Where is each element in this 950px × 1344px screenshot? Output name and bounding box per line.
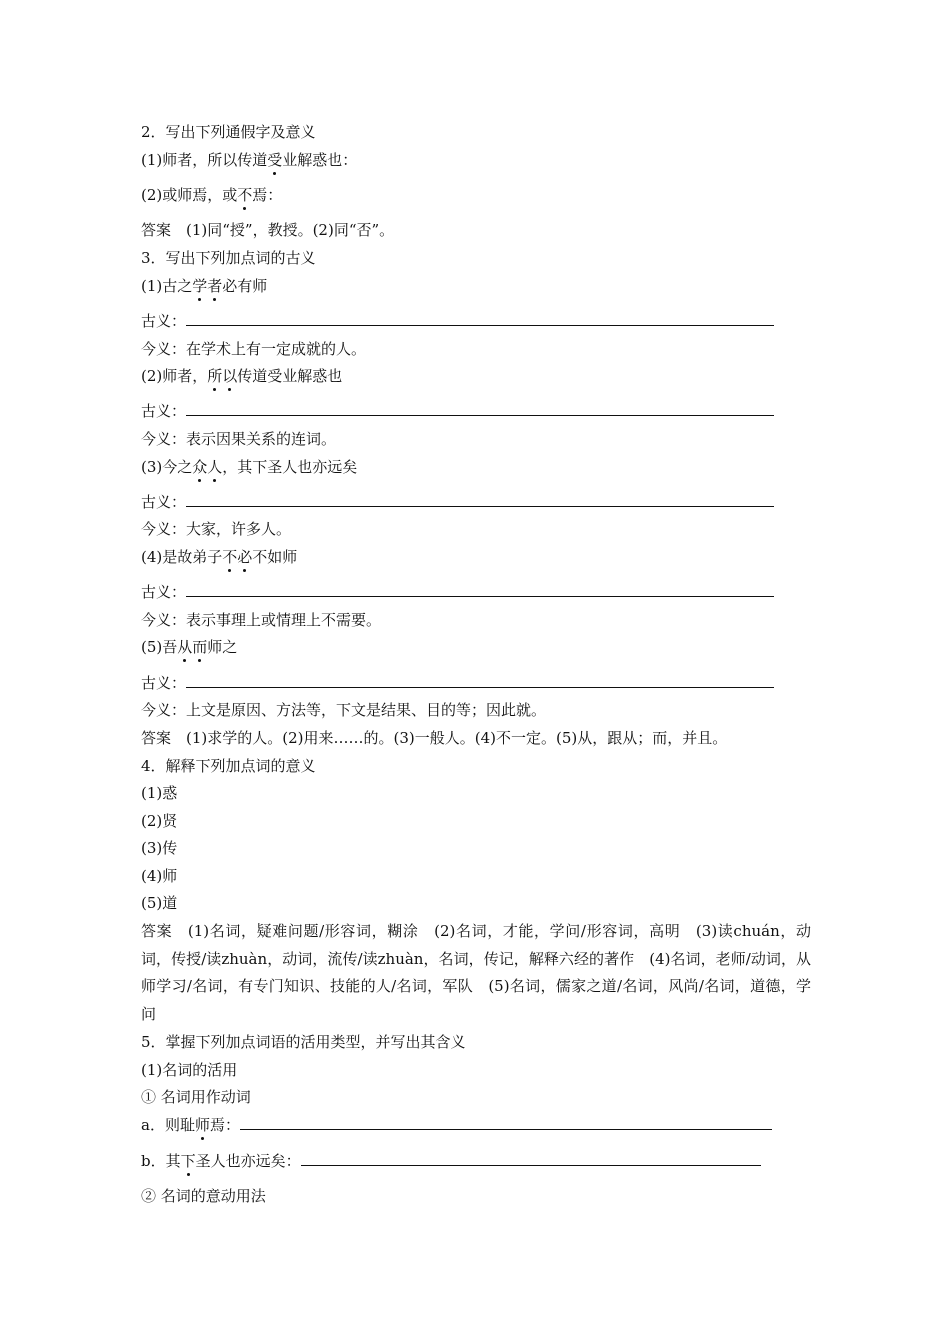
q2-answer: 答案 (1)同“授”，教授。(2)同“否”。 (141, 221, 395, 239)
q4-item-5: (5)道 (141, 894, 178, 912)
q3-gu-line-2: 古义： (141, 401, 774, 421)
answer-blank[interactable] (186, 673, 774, 688)
q5-category-2: ② 名词的意动用法 (141, 1187, 266, 1205)
q4-title: 4．解释下列加点词的意义 (141, 757, 316, 775)
q2-title: 2．写出下列通假字及意义 (141, 123, 316, 141)
q3-item-5: (5)吾从而师之 (141, 638, 238, 656)
q3-item-1: (1)古之学者必有师 (141, 277, 268, 295)
q3-jin-4: 今义：表示事理上或情理上不需要。 (141, 611, 382, 629)
q5-category-1: ① 名词用作动词 (141, 1088, 251, 1106)
q3-item-3: (3)今之众人，其下圣人也亦远矣 (141, 458, 358, 476)
answer-blank[interactable] (186, 492, 774, 507)
answer-blank[interactable] (186, 401, 774, 416)
dotted-char: 不 (237, 186, 253, 204)
q3-title: 3．写出下列加点词的古义 (141, 249, 316, 267)
q3-jin-5: 今义：上文是原因、方法等，下文是结果、目的等；因此就。 (141, 701, 547, 719)
answer-blank[interactable] (301, 1151, 761, 1166)
q3-gu-line-4: 古义： (141, 582, 774, 602)
dotted-char: 受 (267, 151, 283, 169)
q4-item-4: (4)师 (141, 867, 178, 885)
answer-blank[interactable] (186, 311, 774, 326)
q2-item-2: (2)或师焉，或不焉： (141, 186, 283, 204)
q3-gu-line-1: 古义： (141, 311, 774, 331)
answer-blank[interactable] (186, 582, 774, 597)
q3-item-2: (2)师者，所以传道受业解惑也 (141, 367, 343, 385)
answer-blank[interactable] (240, 1115, 772, 1130)
q4-item-2: (2)贤 (141, 812, 178, 830)
q4-answer: 答案 (1)名词，疑难问题/形容词，糊涂 (2)名词，才能，学问/形容词，高明 (3)读chuán，动词，传授/读zhuàn，动词，流传/读zhuàn，名词，传记，解释六经的著作 (4)名词，老师/动词，从师学习/名词，有专门知识、技能的人/名词，军队 (5)名词，儒家之道/名词，风尚/名词，道德，学问 (141, 922, 811, 1023)
q3-jin-1: 今义：在学术上有一定成就的人。 (141, 340, 367, 358)
q3-gu-line-5: 古义： (141, 673, 774, 693)
q3-jin-2: 今义：表示因果关系的连词。 (141, 430, 337, 448)
q5-sub-1: (1)名词的活用 (141, 1061, 238, 1079)
q4-item-3: (3)传 (141, 839, 178, 857)
q5-item-a: a．则耻师焉： (141, 1115, 772, 1135)
q4-item-1: (1)惑 (141, 784, 178, 802)
q5-title: 5．掌握下列加点词语的活用类型，并写出其含义 (141, 1033, 466, 1051)
q2-item-1: (1)师者，所以传道受业解惑也： (141, 151, 358, 169)
q3-jin-3: 今义：大家，许多人。 (141, 520, 292, 538)
q3-item-4: (4)是故弟子不必不如师 (141, 548, 298, 566)
q3-answer: 答案 (1)求学的人。(2)用来……的。(3)一般人。(4)不一定。(5)从，跟从；而，并且。 (141, 729, 728, 747)
q5-item-b: b．其下圣人也亦远矣： (141, 1151, 761, 1171)
q3-gu-line-3: 古义： (141, 492, 774, 512)
